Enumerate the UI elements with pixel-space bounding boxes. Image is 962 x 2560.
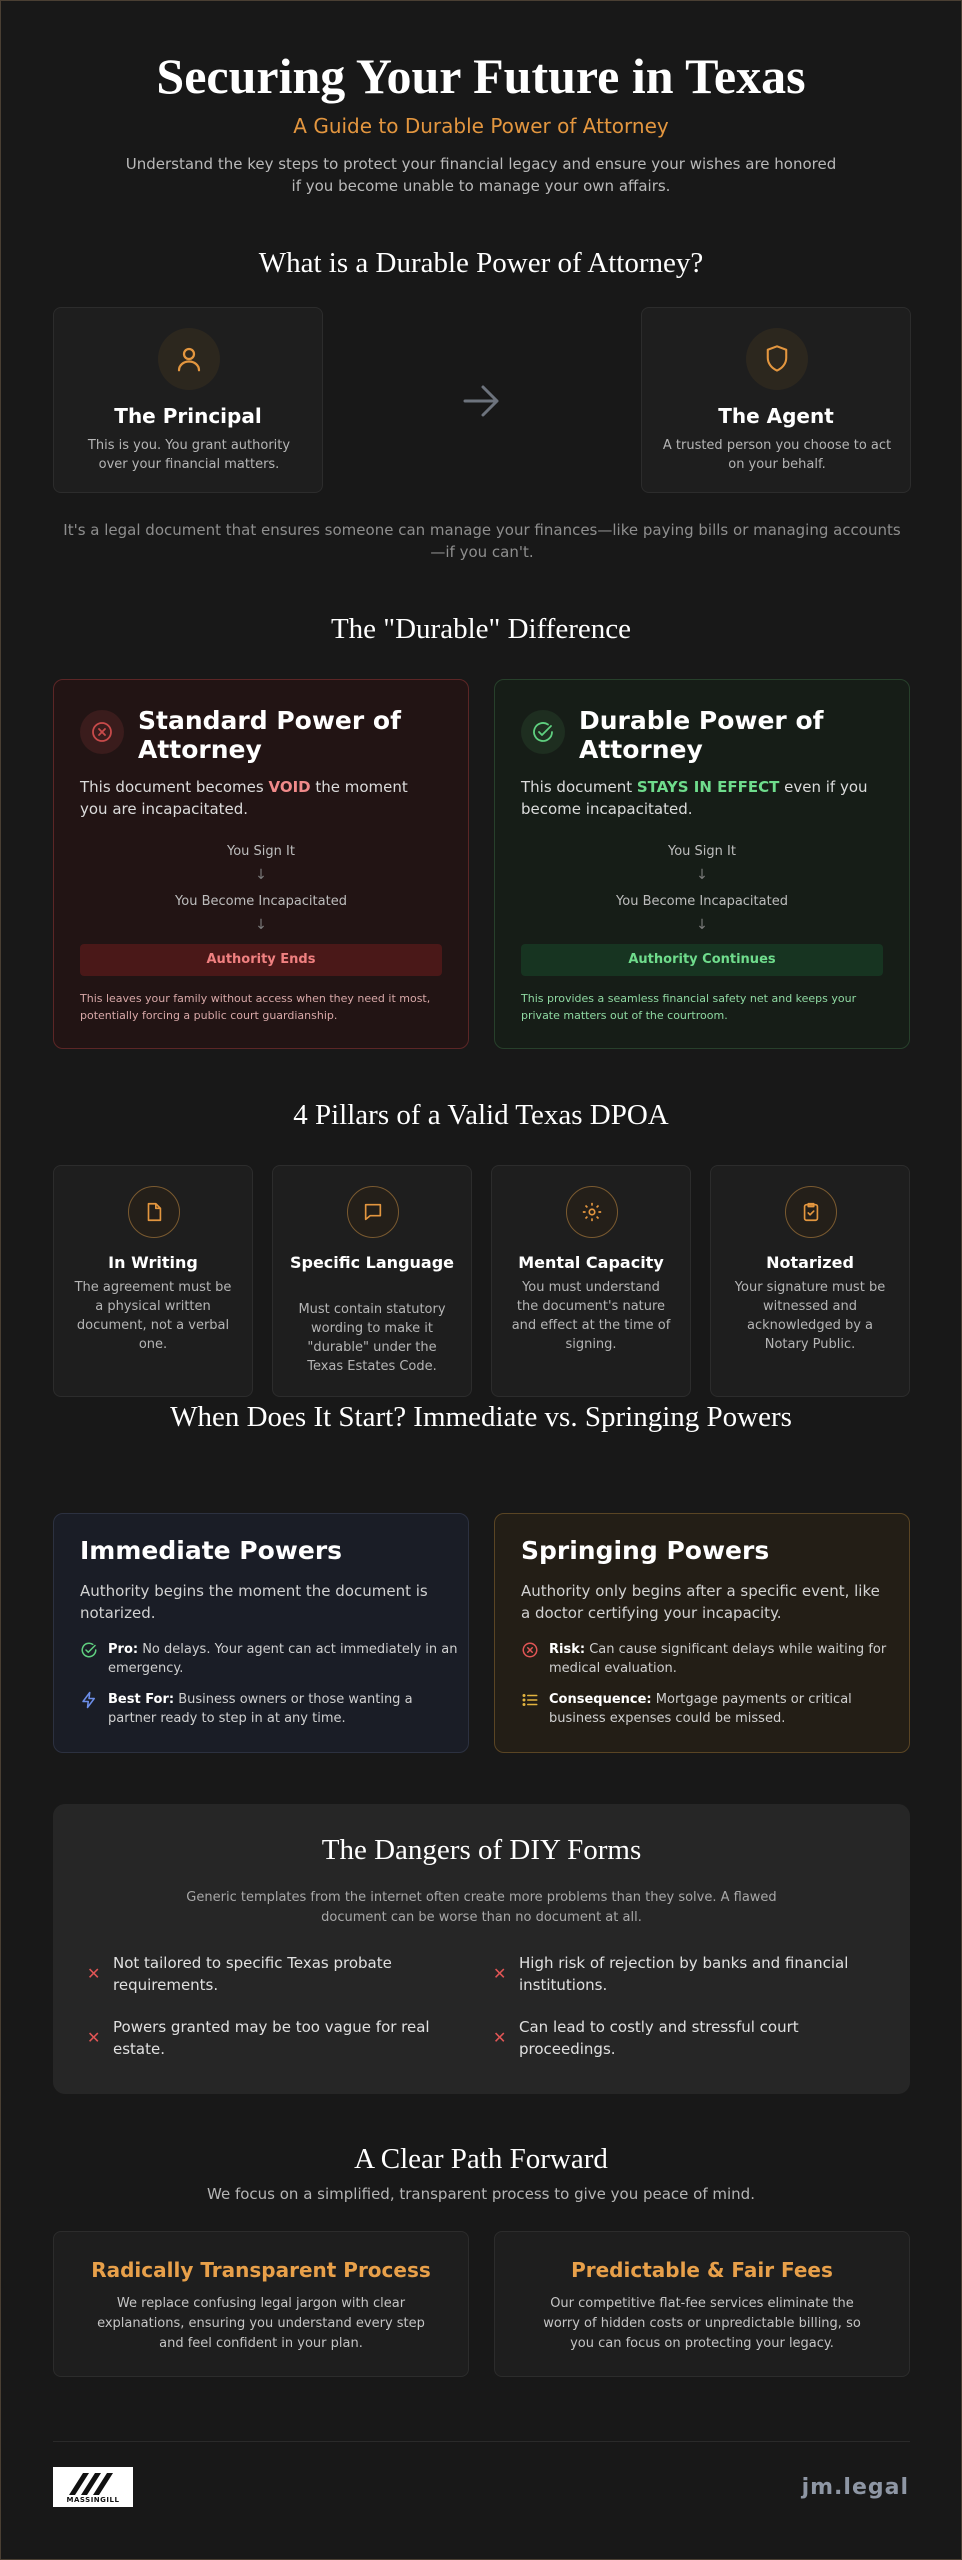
pro-text: No delays. Your agent can act immediately in an emergency. [108,1642,458,1676]
path-card-title: Predictable & Fair Fees [571,2258,833,2282]
durable-poa-card [494,679,910,1049]
check-circle-icon [521,710,565,754]
pillar-title: In Writing [108,1253,198,1272]
section-heading-start: When Does It Start? Immediate vs. Springing Powers [170,1401,792,1433]
clipboard-check-icon [785,1186,837,1238]
x-icon: ✕ [493,2028,507,2047]
authority-ends-badge: Authority Ends [80,944,442,976]
immediate-text: Authority begins the moment the document is notarized. [80,1582,428,1622]
consequence-label: Consequence: [549,1692,652,1707]
durable-text-highlight: STAYS IN EFFECT [636,778,780,796]
arrow-down-icon: ↓ [696,917,708,933]
page-intro: Understand the key steps to protect your financial legacy and ensure your wishes are honored if you become unable to manage your own affairs. [125,155,837,195]
brand-name[interactable]: jm.legal [801,2475,909,2500]
springing-risk [521,1640,901,1678]
list-icon [521,1690,549,1728]
danger-item: Powers granted may be too vague for real estate. [113,2018,430,2058]
durable-poa-text [521,776,881,820]
principal-title: The Principal [114,404,262,428]
pillar-card-notarized [710,1165,910,1397]
pillar-title: Notarized [766,1253,854,1272]
danger-item: Can lead to costly and stressful court proceedings. [519,2018,799,2058]
x-icon: ✕ [493,1964,507,1983]
flow-step-incapacitated: You Become Incapacitated [175,894,347,909]
transparent-process-card [53,2231,469,2377]
springing-title: Springing Powers [521,1536,770,1565]
path-card-text: Our competitive flat-fee services eliminate the worry of hidden costs or unpredictable billing, so you can focus on protecting your legacy. [543,2296,861,2351]
path-card-title: Radically Transparent Process [91,2258,431,2282]
agent-text: A trusted person you choose to act on your behalf. [662,438,892,472]
immediate-powers-card [53,1513,469,1753]
person-icon [158,328,220,390]
standard-text-pre: This document becomes [80,778,269,796]
risk-label: Risk: [549,1642,586,1657]
danger-item: Not tailored to specific Texas probate requirements. [113,1954,392,1994]
durable-text-post: even if you become incapacitated. [521,778,868,818]
section-heading-durable: The "Durable" Difference [330,613,632,645]
arrow-down-icon: ↓ [696,867,708,883]
principal-text: This is you. You grant authority over your financial matters. [87,438,291,472]
arrow-down-icon: ↓ [255,917,267,933]
page-title: Securing Your Future in Texas [156,48,806,104]
standard-poa-title: Standard Power of Attorney [138,706,401,764]
logo-text: MASSINGILL [66,2496,120,2504]
pillar-card-capacity [491,1165,691,1397]
definition-note: It's a legal document that ensures someone can manage your finances—like paying bills or managing accounts—if you can't. [63,521,901,561]
pillar-card-writing [53,1165,253,1397]
flow-step-sign: You Sign It [227,844,295,859]
durable-poa-note: This provides a seamless financial safety net and keeps your private matters out of the courtroom. [521,992,857,1022]
pillar-title: Specific Language [289,1253,455,1272]
gear-icon [566,1186,618,1238]
standard-text-post: the moment you are incapacitated. [80,778,408,818]
immediate-best-for [80,1690,460,1728]
springing-consequence [521,1690,901,1728]
path-subheading: We focus on a simplified, transparent process to give you peace of mind. [207,2185,755,2203]
pillar-text: Must contain statutory wording to make it "durable" under the Texas Estates Code. [298,1302,446,1374]
pillar-text: You must understand the document's nature and effect at the time of signing. [511,1280,671,1352]
risk-text: Can cause significant delays while waiting for medical evaluation. [549,1642,887,1676]
pillar-card-language [272,1165,472,1397]
fair-fees-card [494,2231,910,2377]
best-for-text: Business owners or those wanting a partner ready to step in at any time. [108,1692,413,1726]
authority-continues-badge: Authority Continues [521,944,883,976]
page-subtitle: A Guide to Durable Power of Attorney [293,114,669,138]
x-icon: ✕ [87,2028,101,2047]
massingill-logo [53,2467,133,2507]
standard-text-highlight: VOID [268,778,311,796]
check-circle-icon [80,1640,108,1678]
pillar-text: Your signature must be witnessed and acknowledged by a Notary Public. [734,1280,886,1352]
immediate-title: Immediate Powers [80,1536,343,1565]
pillar-text: The agreement must be a physical written document, not a verbal one. [74,1280,232,1352]
springing-powers-card [494,1513,910,1753]
agent-card [641,307,911,493]
agent-title: The Agent [718,404,834,428]
shield-icon [746,328,808,390]
dangers-panel [53,1804,910,2094]
pro-label: Pro: [108,1642,139,1657]
section-heading-what-is: What is a Durable Power of Attorney? [258,247,704,279]
arrow-down-icon: ↓ [255,867,267,883]
principal-card [53,307,323,493]
lightning-icon [80,1690,108,1728]
standard-poa-note: This leaves your family without access when they need it most, potentially forcing a public court guardianship. [80,992,431,1022]
durable-poa-title: Durable Power of Attorney [579,706,824,764]
section-heading-path: A Clear Path Forward [354,2143,608,2175]
durable-text-pre: This document [521,778,637,796]
x-circle-icon [521,1640,549,1678]
x-icon: ✕ [87,1964,101,1983]
arrow-right-icon [461,383,503,423]
flow-step-incapacitated: You Become Incapacitated [616,894,788,909]
dangers-heading: The Dangers of DIY Forms [321,1834,642,1866]
x-circle-icon [80,710,124,754]
flow-step-sign: You Sign It [668,844,736,859]
immediate-pro [80,1640,460,1678]
consequence-text: Mortgage payments or critical business expenses could be missed. [549,1692,852,1726]
speech-bubble-icon [347,1186,399,1238]
danger-item: High risk of rejection by banks and financial institutions. [519,1954,849,1994]
pillar-title: Mental Capacity [518,1253,664,1272]
document-icon [128,1186,180,1238]
dangers-intro: Generic templates from the internet often create more problems than they solve. A flawed document can be worse than no document at all. [186,1890,777,1925]
standard-poa-text [80,776,440,820]
footer-divider [53,2441,910,2442]
section-heading-pillars: 4 Pillars of a Valid Texas DPOA [293,1099,669,1131]
best-for-label: Best For: [108,1692,175,1707]
path-card-text: We replace confusing legal jargon with clear explanations, ensuring you understand every step and feel confident in your plan. [97,2296,425,2351]
springing-text: Authority only begins after a specific event, like a doctor certifying your incapacity. [521,1582,880,1622]
standard-poa-card [53,679,469,1049]
